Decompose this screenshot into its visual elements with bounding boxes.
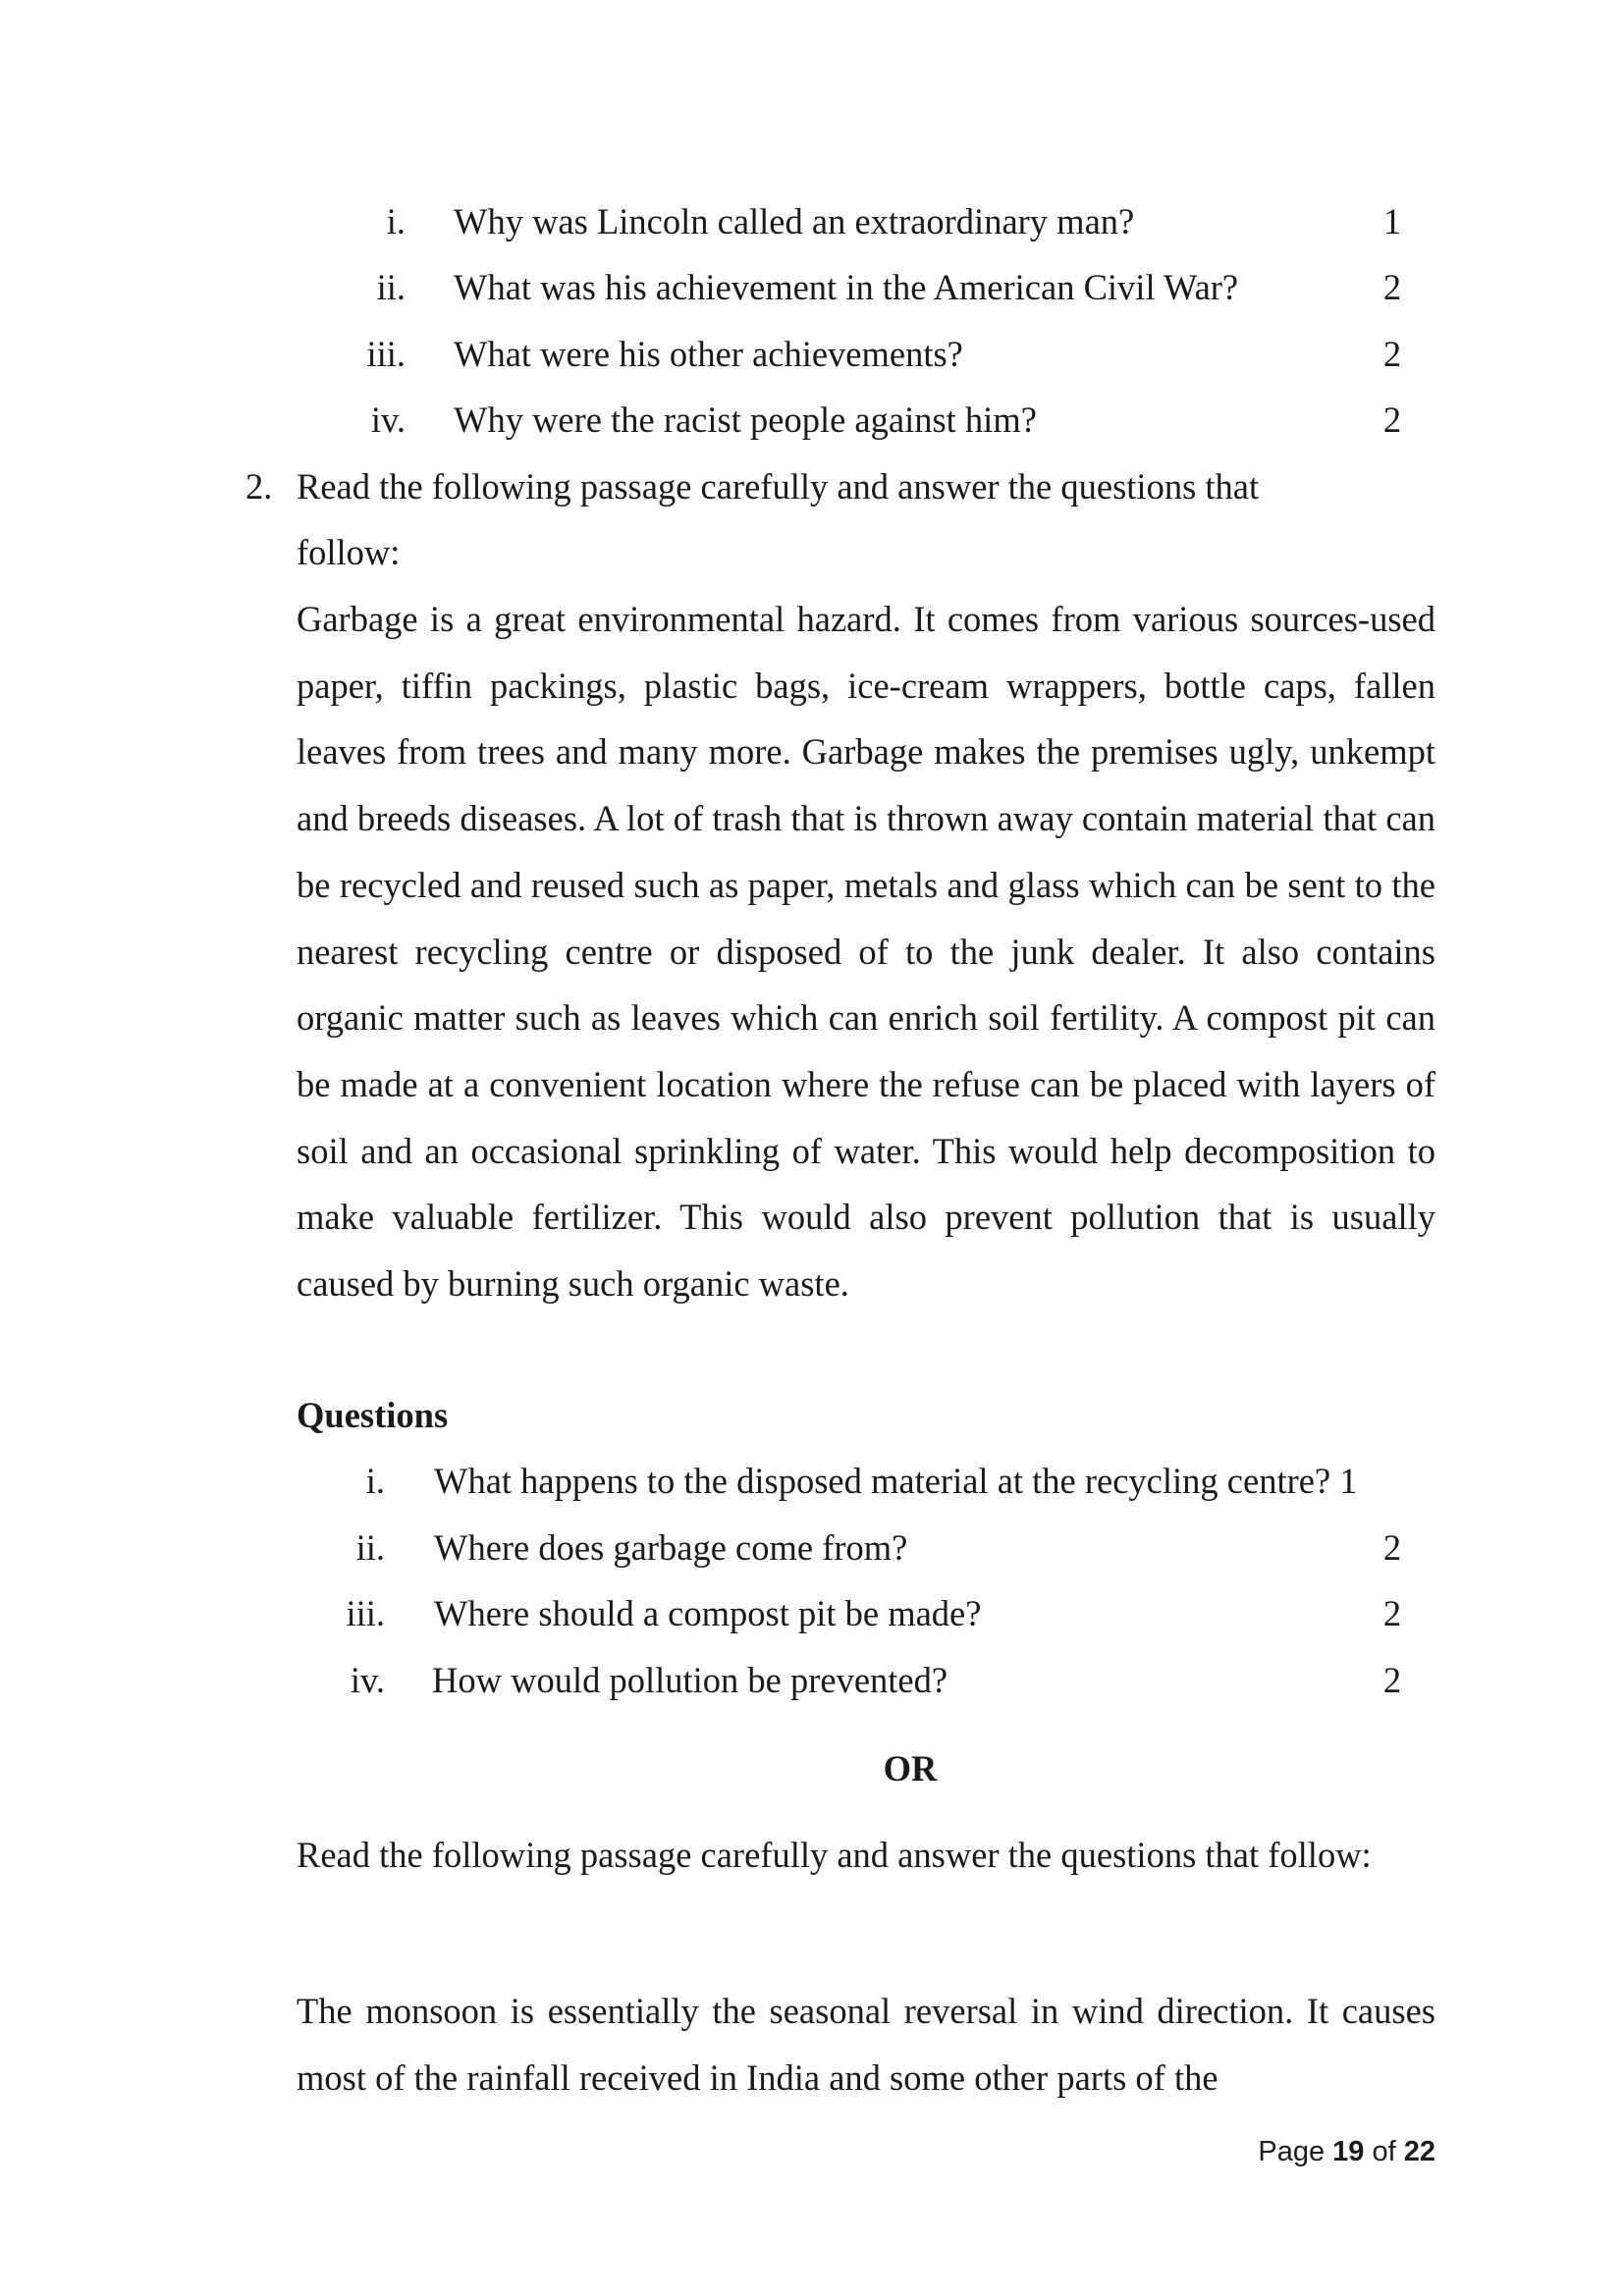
q2-iv-number: iv. bbox=[350, 1660, 385, 1700]
q1-i-marks: 1 bbox=[1382, 201, 1402, 241]
q2-instruction-line1: Read the following passage carefully and answer the questions that bbox=[297, 466, 1260, 507]
q1-ii-text: What was his achievement in the American Civil War? bbox=[454, 267, 1239, 307]
q2-questions-heading: Questions bbox=[297, 1395, 449, 1435]
footer-total-pages: 22 bbox=[1403, 2136, 1435, 2167]
q2-ii-text: Where does garbage come from? bbox=[434, 1527, 908, 1568]
q1-iii-number: iii. bbox=[366, 334, 406, 374]
q1-iv-marks: 2 bbox=[1382, 400, 1402, 440]
q2-iv-text: How would pollution be prevented? bbox=[432, 1660, 948, 1700]
footer-of: of bbox=[1364, 2136, 1404, 2167]
q2-number: 2. bbox=[245, 466, 273, 507]
q1-iv-text: Why were the racist people against him? bbox=[454, 400, 1037, 440]
footer-prefix: Page bbox=[1258, 2136, 1333, 2167]
q2-instruction-line2: follow: bbox=[297, 532, 401, 572]
page-footer bbox=[1258, 2132, 1435, 2171]
alt-passage: The monsoon is essentially the seasonal reversal in wind direction. It causes most of the rainfall received in India and some other parts of the bbox=[297, 1991, 1435, 2098]
q2-i-number: i. bbox=[365, 1461, 385, 1501]
q1-iii-text: What were his other achievements? bbox=[454, 334, 963, 374]
q1-iv-number: iv. bbox=[370, 400, 406, 440]
footer-current-page: 19 bbox=[1332, 2136, 1365, 2167]
or-label: OR bbox=[883, 1748, 938, 1789]
q1-iii-marks: 2 bbox=[1382, 334, 1402, 374]
q1-ii-number: ii. bbox=[376, 267, 406, 307]
q2-iii-marks: 2 bbox=[1382, 1593, 1402, 1633]
q2-iii-text: Where should a compost pit be made? bbox=[434, 1593, 982, 1633]
q2-ii-marks: 2 bbox=[1382, 1527, 1402, 1568]
q1-ii-marks: 2 bbox=[1382, 267, 1402, 307]
q2-ii-number: ii. bbox=[355, 1527, 385, 1568]
q2-i-text: What happens to the disposed material at the recycling centre? 1 bbox=[434, 1461, 1358, 1501]
q2-passage: Garbage is a great environmental hazard. It comes from various sources-used paper, tiffin packings, plastic bags, ice-cream wrappers, bottle caps, fallen leaves from trees and many more. Garbage makes the premises ugly, unkempt and breeds diseases. A lot of trash that is thrown away contain material that can be recycled and reused such as paper, metals and glass which can be sent to the nearest recycling centre or disposed of to the junk dealer. It also contains organic matter such as leaves which can enrich soil fertility. A compost pit can be made at a convenient location where the refuse can be placed with layers of soil and an occasional sprinkling of water. This would help decomposition to make valuable fertilizer. This would also prevent pollution that is usually caused by burning such organic waste. bbox=[297, 599, 1435, 1305]
q2-iii-number: iii. bbox=[346, 1593, 385, 1633]
alt-instruction: Read the following passage carefully and answer the questions that follow: bbox=[297, 1835, 1372, 1875]
q1-i-text: Why was Lincoln called an extraordinary man? bbox=[454, 201, 1135, 241]
q2-iv-marks: 2 bbox=[1382, 1660, 1402, 1700]
q1-i-number: i. bbox=[386, 201, 406, 241]
